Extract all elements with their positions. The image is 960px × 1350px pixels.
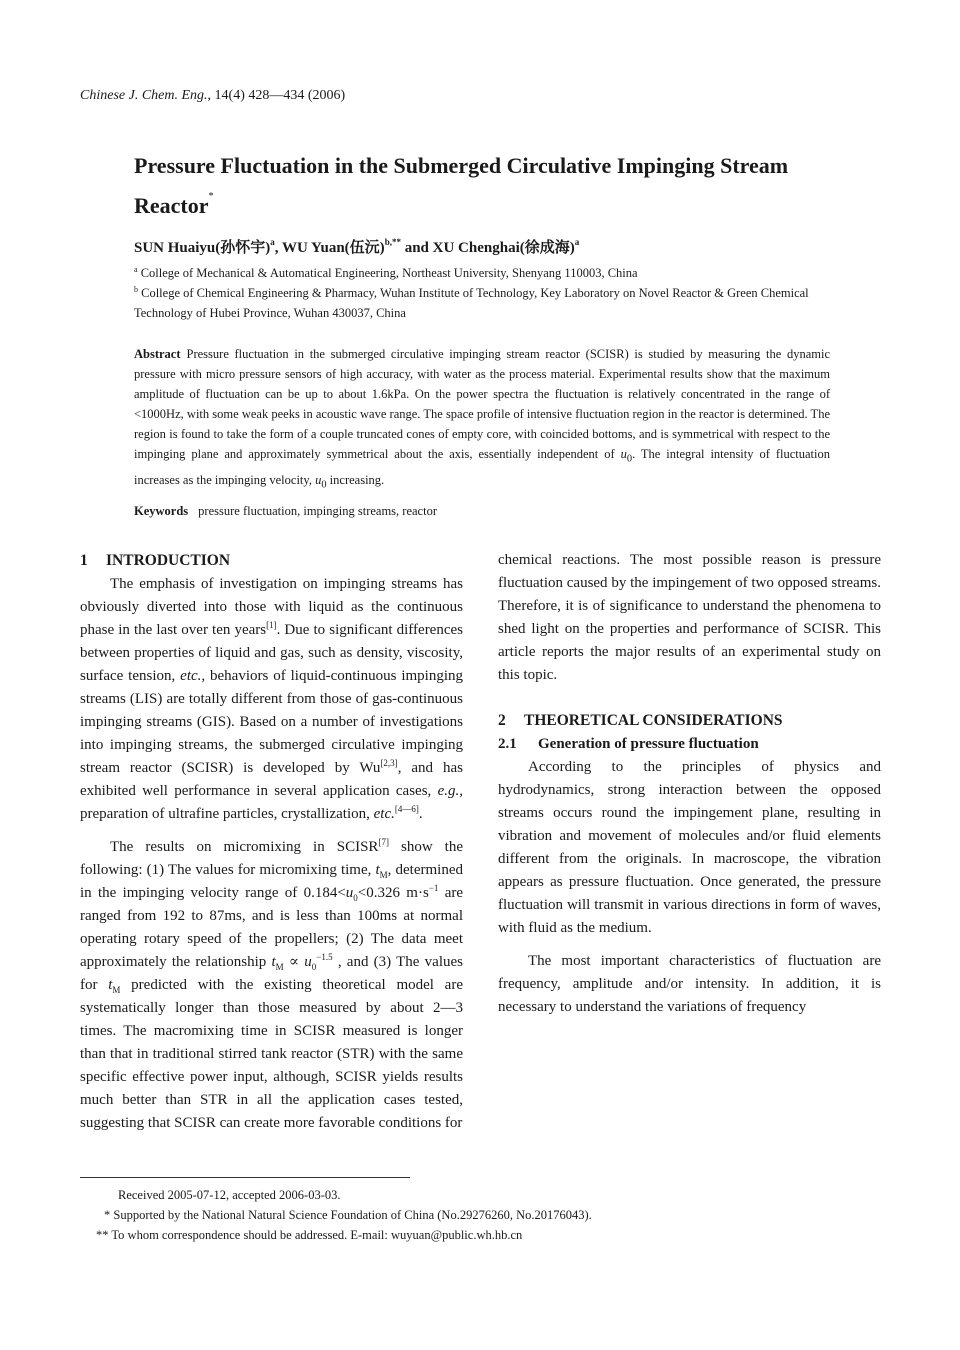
affiliation-text: College of Chemical Engineering & Pharmacy, Wuhan Institute of Technology, Key Laboratory on Novel Reactor & Green Chemical Technology of Hubei Province, Wuhan 430037, China	[134, 286, 809, 320]
math-variable: t	[375, 862, 380, 878]
math-subscript: 0	[311, 962, 317, 972]
paragraph	[80, 573, 463, 826]
footnote-received: Received 2005-07-12, accepted 2006-03-03.	[118, 1188, 341, 1202]
italic-text: etc.	[373, 806, 395, 822]
paragraph-text: , behaviors of liquid-continuous impinging streams (LIS) are totally different from those of gas-continuous impinging streams (GIS). Based on a number of investigations into impinging streams, the submerged circulative impinging stream reactor (SCISR) is developed by Wu	[80, 668, 463, 776]
journal-name: Chinese J. Chem. Eng.	[80, 88, 208, 103]
footnote-correspondence: ** To whom correspondence should be addressed. E-mail: wuyuan@public.wh.hb.cn	[96, 1228, 523, 1242]
paragraph-text: <0.326 m·s	[357, 885, 429, 901]
author-name: WU Yuan(伍沅)	[282, 240, 385, 256]
italic-text: e.g.	[437, 783, 460, 799]
footnote-funding: * Supported by the National Natural Science Foundation of China (No.29276260, No.20176043).	[104, 1208, 592, 1222]
paragraph-text: , and has exhibited well performance in several application cases,	[80, 760, 463, 799]
author-affiliation-mark: a	[574, 237, 580, 247]
section-heading	[80, 549, 463, 572]
abstract-label: Abstract	[134, 347, 181, 361]
section-number: 1	[80, 552, 88, 569]
math-subscript: M	[112, 985, 121, 995]
footnote-divider	[80, 1177, 410, 1178]
affiliation-mark: b	[134, 285, 138, 294]
keywords	[134, 504, 437, 519]
journal-volume: , 14(4) 428—434 (2006)	[207, 88, 346, 103]
section-heading	[498, 709, 881, 732]
abstract-variable-subscript: 0	[321, 479, 327, 490]
paragraph-continued: chemical reactions. The most possible reason is pressure fluctuation caused by the impingement of two opposed streams. Therefore, it is of significance to understand the phenomena to shed light on the properties and performance of SCISR. This article reports the major results of an experimental study on this topic.	[498, 552, 881, 683]
math-subscript: M	[275, 962, 284, 972]
math-variable: t	[271, 954, 276, 970]
author-separator: ,	[274, 240, 283, 256]
paragraph-text: are ranged from 192 to 87ms, and is less than 100ms at normal operating rotary speed of the propellers; (2) The data meet approximately the relationship	[80, 885, 463, 970]
paragraph-text: predicted with the existing theoretical model are systematically longer than those measured by about 2—3 times. The macromixing time in SCISR measured is longer than that in traditional stirred tank reactor (STR) with the same specific effective power input, although, SCISR yields results much better than STR in all the application cases tested, suggesting that SCISR can create more favorable conditions for	[80, 977, 463, 1131]
italic-text: etc.	[180, 668, 202, 684]
section-number: 2	[498, 712, 506, 729]
title-footnote-mark: *	[208, 191, 214, 202]
paper-title	[134, 150, 854, 221]
math-superscript: −1	[428, 883, 439, 893]
citation-ref: [7]	[378, 837, 389, 847]
math-variable: u	[304, 954, 312, 970]
author-separator: and	[400, 240, 433, 256]
abstract-variable-subscript: 0	[626, 453, 633, 465]
abstract-text: increasing.	[326, 472, 385, 487]
math-variable: u	[345, 885, 354, 901]
math-variable: t	[108, 977, 113, 993]
abstract-text: . The integral intensity of fluctuation increases as the impinging velocity,	[134, 447, 830, 487]
paragraph-text: , determined in the impinging velocity range of 0.184<	[80, 862, 463, 901]
citation-ref: [1]	[266, 620, 277, 630]
math-subscript: 0	[353, 893, 358, 903]
title-text: Pressure Fluctuation in the Submerged Circulative Impinging Stream Reactor	[134, 153, 789, 218]
citation-ref: [2,3]	[380, 758, 398, 768]
keywords-label: Keywords	[134, 504, 189, 518]
math-superscript: −1.5	[316, 952, 333, 962]
paragraph-text: .	[418, 806, 423, 822]
abstract-variable: u	[315, 472, 322, 487]
citation-ref: [4—6]	[394, 804, 419, 814]
paragraph-text: . Due to significant differences between properties of liquid and gas, such as density, viscosity, surface tension,	[80, 622, 463, 684]
right-column	[498, 549, 881, 1019]
author-name: SUN Huaiyu(孙怀宇)	[134, 240, 271, 256]
paragraph: The most important characteristics of fluctuation are frequency, amplitude and/or intensity. In addition, it is necessary to understand the variations of frequency	[498, 953, 881, 1015]
paragraph-text: , preparation of ultrafine particles, crystallization,	[80, 783, 463, 822]
left-column	[80, 549, 463, 1135]
abstract-text: Pressure fluctuation in the submerged circulative impinging stream reactor (SCISR) is studied by measuring the dynamic pressure with micro pressure sensors of high accuracy, with water as the process material. Experimental results show that the maximum amplitude of fluctuation can be up to about 1.6kPa. On the power spectra the fluctuation is relatively concentrated in the range of <1000Hz, with some weak peeks in acoustic wave range. The space profile of intensive fluctuation region in the reactor is determined. The region is found to take the form of a couple truncated cones of empty core, with coincided bottoms, and is symmetrical with respect to the impinging plane and approximately symmetrical about the axis, essentially independent of	[134, 347, 830, 461]
author-list	[134, 236, 579, 257]
subsection-number: 2.1	[498, 736, 517, 752]
subsection-title: Generation of pressure fluctuation	[538, 736, 759, 752]
paragraph	[80, 836, 463, 1135]
paragraph: According to the principles of physics and hydrodynamics, strong interaction between the opposed streams occurs round the impingement plane, resulting in vibration and movement of molecules and/or fluid elements different from the originals. In macroscope, the vibration appears as pressure fluctuation. Once generated, the pressure fluctuation will transmit in various directions in form of waves, with fluid as the medium.	[498, 759, 881, 936]
author-affiliation-mark: a	[270, 237, 275, 247]
paragraph-text: The results on micromixing in SCISR	[110, 839, 379, 855]
affiliation-text: College of Mechanical & Automatical Engineering, Northeast University, Shenyang 110003, China	[140, 266, 638, 280]
journal-citation	[80, 88, 345, 104]
subsection-heading	[498, 733, 881, 756]
section-title: THEORETICAL CONSIDERATIONS	[524, 712, 783, 729]
keywords-text: pressure fluctuation, impinging streams, reactor	[198, 504, 437, 518]
paragraph-text: , and (3) The values for	[80, 954, 463, 993]
author-name: XU Chenghai(徐成海)	[432, 240, 575, 256]
author-affiliation-mark: b,**	[384, 237, 401, 247]
paragraph-text: The emphasis of investigation on impinging streams has obviously diverted into those with liquid as the continuous phase in the last over ten years	[80, 576, 463, 638]
math-subscript: M	[379, 870, 388, 880]
affiliation-b	[134, 280, 834, 323]
abstract	[134, 344, 830, 495]
math-symbol: ∝	[283, 954, 305, 970]
section-title: INTRODUCTION	[106, 552, 231, 569]
affiliation-mark: a	[134, 265, 138, 274]
paragraph-text: show the following: (1) The values for micromixing time,	[80, 839, 463, 878]
abstract-variable: u	[620, 447, 627, 461]
